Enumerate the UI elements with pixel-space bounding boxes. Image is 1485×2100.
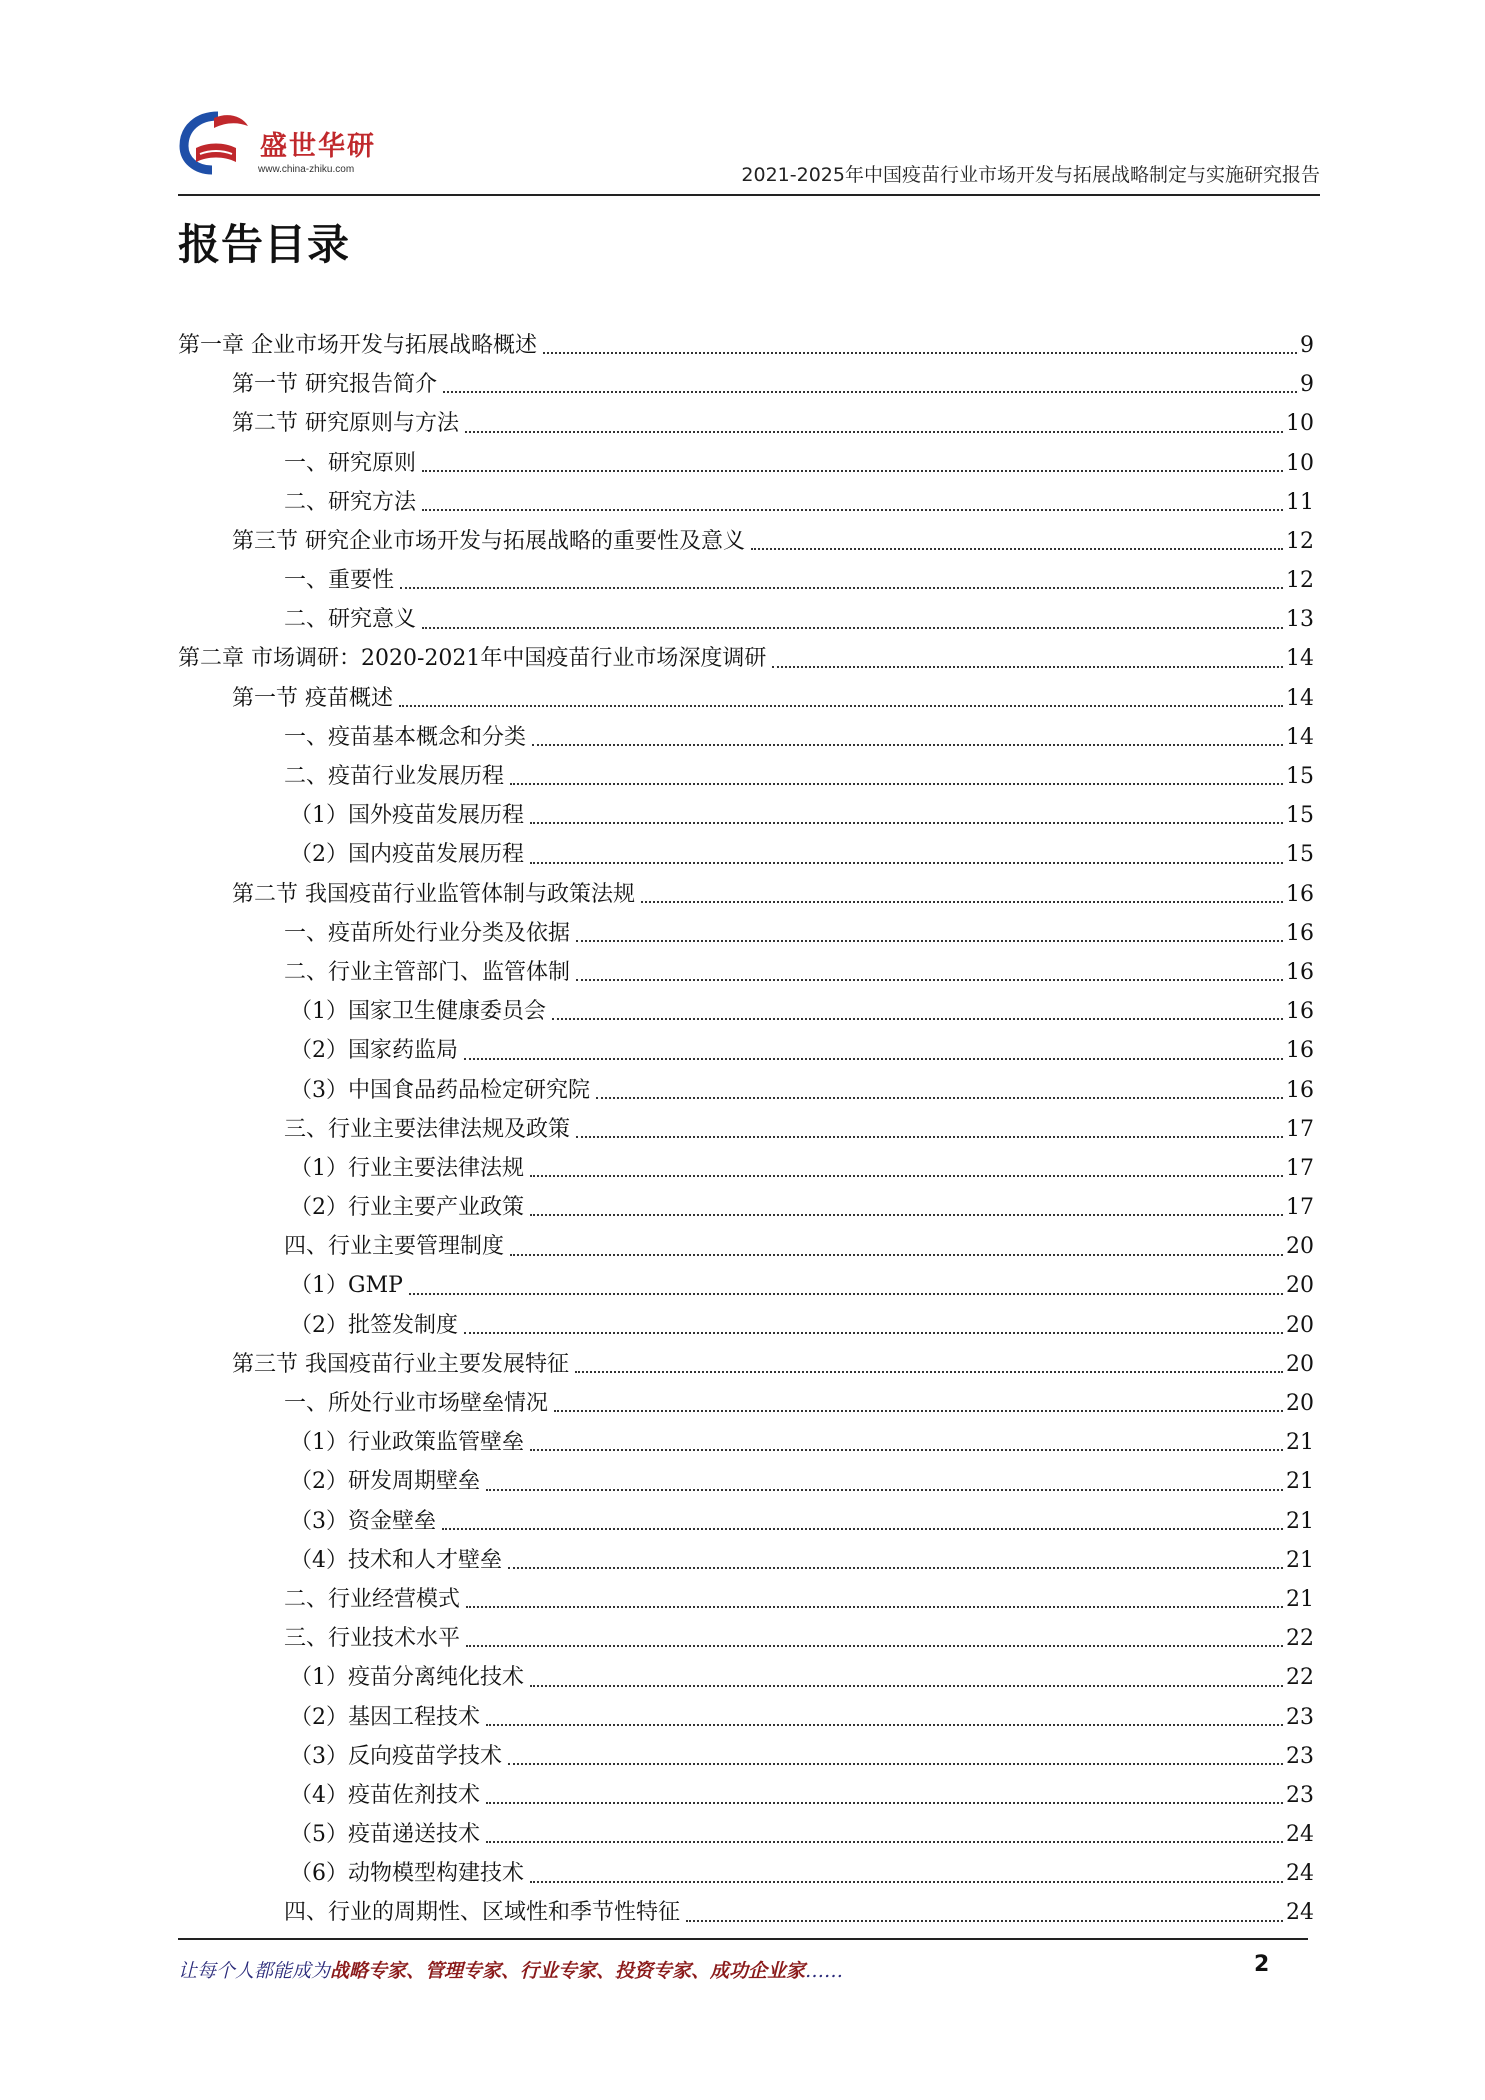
toc-leader-dots (532, 744, 1283, 746)
toc-entry-page: 21 (1286, 1508, 1314, 1534)
toc-entry-title: （3）中国食品药品检定研究院 (290, 1077, 590, 1103)
toc-leader-dots (508, 1763, 1283, 1765)
toc-entry[interactable] (178, 1031, 1314, 1070)
toc-entry-title: 第三节 研究企业市场开发与拓展战略的重要性及意义 (232, 528, 745, 554)
toc-entry-page: 15 (1286, 803, 1314, 829)
toc-leader-dots (530, 862, 1283, 864)
toc-entry-title: （2）行业主要产业政策 (290, 1195, 524, 1221)
toc-entry[interactable] (178, 1462, 1314, 1501)
toc-entry-page: 16 (1286, 999, 1314, 1025)
toc-entry-title: 二、研究意义 (284, 607, 417, 633)
toc-entry[interactable] (178, 522, 1314, 561)
toc-entry[interactable] (178, 483, 1314, 522)
toc-entry-page: 12 (1286, 568, 1314, 594)
toc-entry-page: 21 (1286, 1469, 1314, 1495)
logo (178, 104, 398, 184)
toc-entry-page: 23 (1286, 1704, 1314, 1730)
toc-leader-dots (576, 979, 1283, 981)
toc-leader-dots (575, 1371, 1283, 1373)
toc-leader-dots (543, 352, 1297, 354)
toc-entry[interactable] (178, 1619, 1314, 1658)
toc-entry[interactable] (178, 1776, 1314, 1815)
toc-leader-dots (530, 1881, 1283, 1883)
toc-leader-dots (465, 431, 1283, 433)
toc-entry-title: 第三节 我国疫苗行业主要发展特征 (232, 1351, 569, 1377)
toc-entry-title: （1）行业主要法律法规 (290, 1155, 524, 1181)
toc-leader-dots (530, 1449, 1283, 1451)
toc-leader-dots (751, 548, 1283, 550)
toc-entry-page: 12 (1286, 528, 1314, 554)
toc-entry-page: 10 (1286, 450, 1314, 476)
toc-entry-title: （2）研发周期壁垒 (290, 1469, 480, 1495)
toc-entry-title: （5）疫苗递送技术 (290, 1822, 480, 1848)
toc-leader-dots (510, 1254, 1283, 1256)
toc-leader-dots (409, 1293, 1283, 1295)
brand-url: www.china-zhiku.com (258, 164, 355, 175)
toc-leader-dots (464, 1332, 1283, 1334)
toc-entry-page: 20 (1286, 1391, 1314, 1417)
toc-leader-dots (486, 1841, 1283, 1843)
toc-entry[interactable] (178, 1737, 1314, 1776)
toc-entry-title: 第二节 我国疫苗行业监管体制与政策法规 (232, 881, 635, 907)
toc-entry-page: 14 (1286, 685, 1314, 711)
toc-entry[interactable] (178, 1306, 1314, 1345)
toc-entry-page: 24 (1286, 1861, 1314, 1887)
toc-entry[interactable] (178, 992, 1314, 1031)
toc-entry-title: 一、疫苗基本概念和分类 (284, 724, 527, 750)
toc-entry[interactable] (178, 1894, 1314, 1933)
toc-entry-title: 第二章 市场调研：2020-2021年中国疫苗行业市场深度调研 (178, 646, 767, 672)
toc-entry[interactable] (178, 1345, 1314, 1384)
toc-entry[interactable] (178, 1071, 1314, 1110)
toc-entry[interactable] (178, 600, 1314, 639)
toc-entry-title: （1）国家卫生健康委员会 (290, 999, 546, 1025)
toc-leader-dots (399, 705, 1283, 707)
toc-entry-title: 三、行业主要法律法规及政策 (284, 1116, 571, 1142)
toc-entry-title: 三、行业技术水平 (284, 1626, 461, 1652)
toc-entry[interactable] (178, 1658, 1314, 1697)
toc-entry[interactable] (178, 640, 1314, 679)
toc-entry-title: 四、行业主要管理制度 (284, 1234, 505, 1260)
toc-entry[interactable] (178, 1384, 1314, 1423)
toc-entry[interactable] (178, 1502, 1314, 1541)
toc-leader-dots (576, 940, 1283, 942)
toc-entry-page: 17 (1286, 1195, 1314, 1221)
toc-entry-page: 20 (1286, 1273, 1314, 1299)
toc-entry[interactable] (178, 796, 1314, 835)
toc-entry-title: 一、重要性 (284, 568, 395, 594)
toc-entry-title: （1）国外疫苗发展历程 (290, 803, 524, 829)
toc-entry[interactable] (178, 1149, 1314, 1188)
toc-entry-page: 11 (1286, 489, 1314, 515)
toc-entry[interactable] (178, 1188, 1314, 1227)
toc-leader-dots (508, 1567, 1283, 1569)
toc-entry[interactable] (178, 914, 1314, 953)
toc-entry[interactable] (178, 1815, 1314, 1854)
toc-leader-dots (510, 783, 1283, 785)
toc-leader-dots (530, 1175, 1283, 1177)
toc-entry-title: 第一节 疫苗概述 (232, 685, 393, 711)
header-divider (178, 194, 1320, 196)
toc-entry-page: 14 (1286, 724, 1314, 750)
toc-leader-dots (530, 1685, 1283, 1687)
toc-leader-dots (443, 391, 1297, 393)
toc-leader-dots (641, 901, 1283, 903)
toc-entry-title: 二、行业主管部门、监管体制 (284, 959, 571, 985)
toc-entry-page: 9 (1300, 372, 1314, 398)
toc-entry-title: 四、行业的周期性、区域性和季节性特征 (284, 1900, 681, 1926)
toc-leader-dots (552, 1018, 1283, 1020)
logo-icon (178, 108, 260, 178)
toc-entry-page: 17 (1286, 1155, 1314, 1181)
brand-name: 盛世华研 (260, 131, 376, 162)
toc-entry-page: 23 (1286, 1782, 1314, 1808)
toc-entry-page: 16 (1286, 881, 1314, 907)
toc-entry-title: （3）资金壁垒 (290, 1508, 436, 1534)
toc-entry-page: 16 (1286, 1038, 1314, 1064)
toc-leader-dots (400, 587, 1283, 589)
toc-entry-title: 一、疫苗所处行业分类及依据 (284, 920, 571, 946)
toc-entry[interactable] (178, 1698, 1314, 1737)
toc-leader-dots (422, 627, 1283, 629)
toc-entry[interactable] (178, 718, 1314, 757)
toc-leader-dots (576, 1136, 1283, 1138)
toc-leader-dots (772, 666, 1283, 668)
toc-leader-dots (464, 1058, 1283, 1060)
toc-entry[interactable] (178, 953, 1314, 992)
toc-entry-page: 16 (1286, 920, 1314, 946)
toc-entry-title: （4）技术和人才壁垒 (290, 1547, 502, 1573)
toc-entry[interactable] (178, 1227, 1314, 1266)
toc-entry-title: 二、研究方法 (284, 489, 417, 515)
toc-entry-title: 第二节 研究原则与方法 (232, 411, 459, 437)
footer-slogan-emphasis: 战略专家、管理专家、行业专家、投资专家、成功企业家 (330, 1960, 806, 1982)
toc-entry-page: 10 (1286, 411, 1314, 437)
toc-entry-title: 一、所处行业市场壁垒情况 (284, 1391, 549, 1417)
toc-entry-title: （3）反向疫苗学技术 (290, 1743, 502, 1769)
toc-entry-page: 22 (1286, 1626, 1314, 1652)
toc-leader-dots (530, 1214, 1283, 1216)
toc-entry[interactable] (178, 1541, 1314, 1580)
toc-entry[interactable] (178, 404, 1314, 443)
toc-entry-page: 15 (1286, 764, 1314, 790)
toc-leader-dots (686, 1920, 1283, 1922)
toc-entry-page: 23 (1286, 1743, 1314, 1769)
footer-slogan-prefix: 让每个人都能成为 (178, 1960, 331, 1982)
toc-entry[interactable] (178, 1854, 1314, 1893)
page-title: 报告目录 (178, 220, 351, 269)
toc-entry[interactable] (178, 757, 1314, 796)
toc-leader-dots (466, 1645, 1283, 1647)
page-number: 2 (1254, 1952, 1270, 1977)
toc-entry-title: 二、行业经营模式 (284, 1586, 461, 1612)
toc-entry-page: 14 (1286, 646, 1314, 672)
toc-entry[interactable] (178, 561, 1314, 600)
toc-entry-title: （1）GMP (290, 1273, 403, 1299)
toc-entry-page: 20 (1286, 1234, 1314, 1260)
toc-entry-title: 第一章 企业市场开发与拓展战略概述 (178, 332, 537, 358)
toc-entry-title: （2）国家药监局 (290, 1038, 458, 1064)
toc-entry-page: 22 (1286, 1665, 1314, 1691)
toc-entry-page: 16 (1286, 959, 1314, 985)
toc-entry-title: （1）疫苗分离纯化技术 (290, 1665, 524, 1691)
toc-entry-page: 21 (1286, 1586, 1314, 1612)
toc-leader-dots (596, 1097, 1283, 1099)
toc-entry-page: 9 (1300, 332, 1314, 358)
toc-entry[interactable] (178, 679, 1314, 718)
toc-entry-page: 20 (1286, 1312, 1314, 1338)
toc-entry-title: 第一节 研究报告简介 (232, 372, 437, 398)
toc-entry-page: 24 (1286, 1822, 1314, 1848)
toc-entry[interactable] (178, 444, 1314, 483)
toc-leader-dots (486, 1489, 1283, 1491)
toc-leader-dots (486, 1724, 1283, 1726)
toc-entry-title: （1）行业政策监管壁垒 (290, 1430, 524, 1456)
toc-entry-title: （2）基因工程技术 (290, 1704, 480, 1730)
toc-entry[interactable] (178, 875, 1314, 914)
toc-entry[interactable] (178, 835, 1314, 874)
toc-entry-page: 13 (1286, 607, 1314, 633)
footer-slogan-suffix: …… (805, 1960, 844, 1982)
toc-leader-dots (466, 1606, 1283, 1608)
toc-entry[interactable] (178, 1580, 1314, 1619)
footer-slogan (178, 1956, 843, 1983)
toc-entry-page: 21 (1286, 1547, 1314, 1573)
toc-leader-dots (422, 470, 1283, 472)
toc-leader-dots (554, 1410, 1283, 1412)
toc-leader-dots (442, 1528, 1283, 1530)
toc-leader-dots (422, 509, 1283, 511)
toc-leader-dots (486, 1802, 1283, 1804)
toc-entry[interactable] (178, 1423, 1314, 1462)
toc-leader-dots (530, 822, 1283, 824)
toc-entry-page: 16 (1286, 1077, 1314, 1103)
table-of-contents (178, 326, 1314, 1933)
toc-entry-title: 二、疫苗行业发展历程 (284, 764, 505, 790)
toc-entry-title: （2）国内疫苗发展历程 (290, 842, 524, 868)
report-title: 2021-2025年中国疫苗行业市场开发与拓展战略制定与实施研究报告 (741, 164, 1320, 186)
page-header (178, 104, 1320, 196)
toc-entry-page: 24 (1286, 1900, 1314, 1926)
toc-entry[interactable] (178, 365, 1314, 404)
toc-entry-page: 20 (1286, 1351, 1314, 1377)
toc-entry-title: （2）批签发制度 (290, 1312, 458, 1338)
toc-entry[interactable] (178, 326, 1314, 365)
toc-entry-title: 一、研究原则 (284, 450, 417, 476)
toc-entry-page: 15 (1286, 842, 1314, 868)
toc-entry-page: 21 (1286, 1430, 1314, 1456)
toc-entry-title: （4）疫苗佐剂技术 (290, 1782, 480, 1808)
toc-entry[interactable] (178, 1110, 1314, 1149)
toc-entry-page: 17 (1286, 1116, 1314, 1142)
toc-entry-title: （6）动物模型构建技术 (290, 1861, 524, 1887)
toc-entry[interactable] (178, 1267, 1314, 1306)
footer-divider (178, 1938, 1308, 1940)
